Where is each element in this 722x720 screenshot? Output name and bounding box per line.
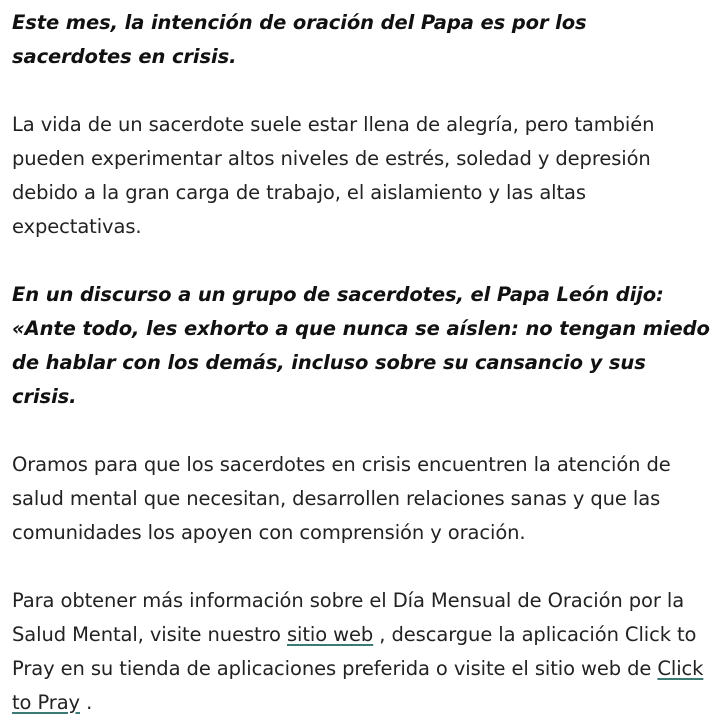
intro-emphasis: Este mes, la intención de oración del Papa es por los sacerdotes en crisis. [12,11,587,68]
more-info-text-1: Para obtener más información sobre el Día Mensual de Oración por la Salud Mental, visite nuestro [12,589,685,646]
more-info-text-2: , descargue la aplicación Click to Pray en su tienda de aplicaciones preferida o visite el sitio web de [12,623,697,680]
pope-quote: En un discurso a un grupo de sacerdotes, el Papa León dijo: «Ante todo, les exhorto a que nunca se aíslen: no tengan miedo de hablar con los demás, incluso sobre su cansancio y sus crisis. [12,283,710,408]
paragraph-more-info [12,584,712,720]
paragraph-prayer: Oramos para que los sacerdotes en crisis encuentren la atención de salud mental que necesitan, desarrollen relaciones sanas y que las comunidades los apoyen con comprensión y oración. [12,453,671,544]
website-link[interactable]: sitio web [287,623,374,646]
paragraph-priest-life: La vida de un sacerdote suele estar llena de alegría, pero también pueden experimentar altos niveles de estrés, soledad y depresión debido a la gran carga de trabajo, el aislamiento y las altas expectativas. [12,113,655,238]
click-to-pray-link[interactable]: Click to Pray [12,657,704,714]
more-info-text-3: . [80,691,93,714]
